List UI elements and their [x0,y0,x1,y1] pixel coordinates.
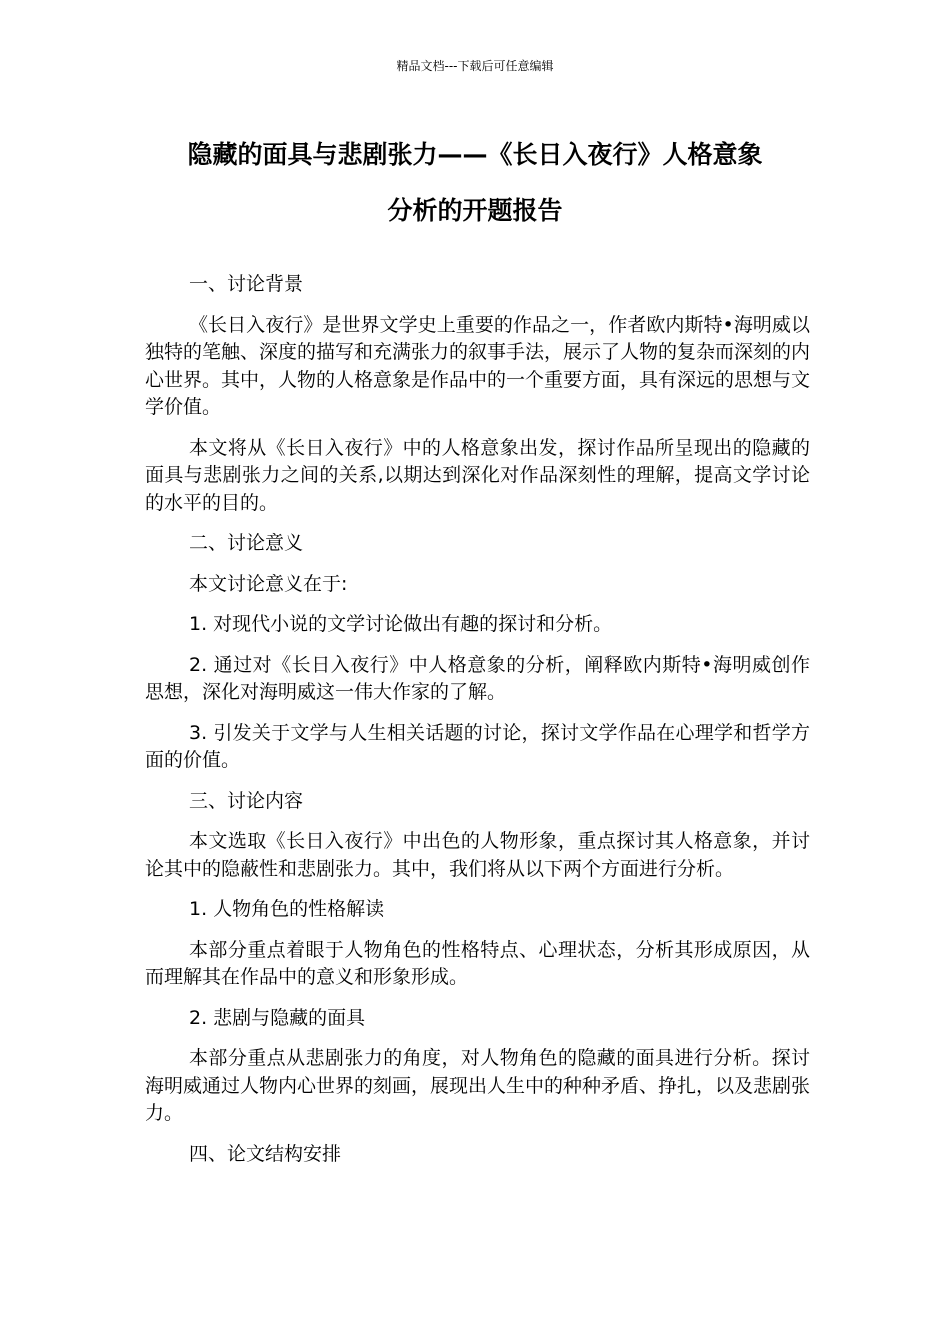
section-heading-significance: 二、讨论意义 [189,532,304,554]
section-heading-background: 一、讨论背景 [189,273,304,295]
subsection-heading: 2. 悲剧与隐藏的面具 [189,1006,366,1029]
body-paragraph: 本文讨论意义在于: [189,572,348,595]
list-item: 2. 通过对《长日入夜行》中人格意象的分析，阐释欧内斯特•海明威创作思想，深化对海明威这一伟大作家的了解。 [145,653,810,703]
document-title-line-1: 隐藏的面具与悲剧张力——《长日入夜行》人格意象 [187,140,763,169]
section-heading-content: 三、讨论内容 [189,789,304,812]
body-paragraph: 本文将从《长日入夜行》中的人格意象出发，探讨作品所呈现出的隐藏的面具与悲剧张力之间的关系,以期达到深化对作品深刻性的理解，提高文学讨论的水平的目的。 [145,436,810,514]
subsection-heading: 1. 人物角色的性格解读 [189,898,385,920]
list-item: 3. 引发关于文学与人生相关话题的讨论，探讨文学作品在心理学和哲学方面的价值。 [145,721,810,771]
document-body [145,271,810,1181]
section-heading-structure: 四、论文结构安排 [189,1142,342,1165]
body-paragraph: 本部分重点着眼于人物角色的性格特点、心理状态，分析其形成原因，从而理解其在作品中的意义和形象形成。 [145,938,810,988]
body-paragraph: 本部分重点从悲剧张力的角度，对人物角色的隐藏的面具进行分析。探讨海明威通过人物内心世界的刻画，展现出人生中的种种矛盾、挣扎，以及悲剧张力。 [145,1047,811,1124]
document-title-line-2: 分析的开题报告 [387,196,563,225]
list-item: 1. 对现代小说的文学讨论做出有趣的探讨和分析。 [189,613,613,635]
body-paragraph: 《长日入夜行》是世界文学史上重要的作品之一，作者欧内斯特•海明威以独特的笔触、深度的描写和充满张力的叙事手法，展示了人物的复杂而深刻的内心世界。其中，人物的人格意象是作品中的一个重要方面，具有深远的思想与文学价值。 [145,313,811,418]
body-paragraph: 本文选取《长日入夜行》中出色的人物形象，重点探讨其人格意象，并讨论其中的隐蔽性和悲剧张力。其中，我们将从以下两个方面进行分析。 [145,830,810,880]
page-header: 精品文档---下载后可任意编辑 [396,59,554,73]
